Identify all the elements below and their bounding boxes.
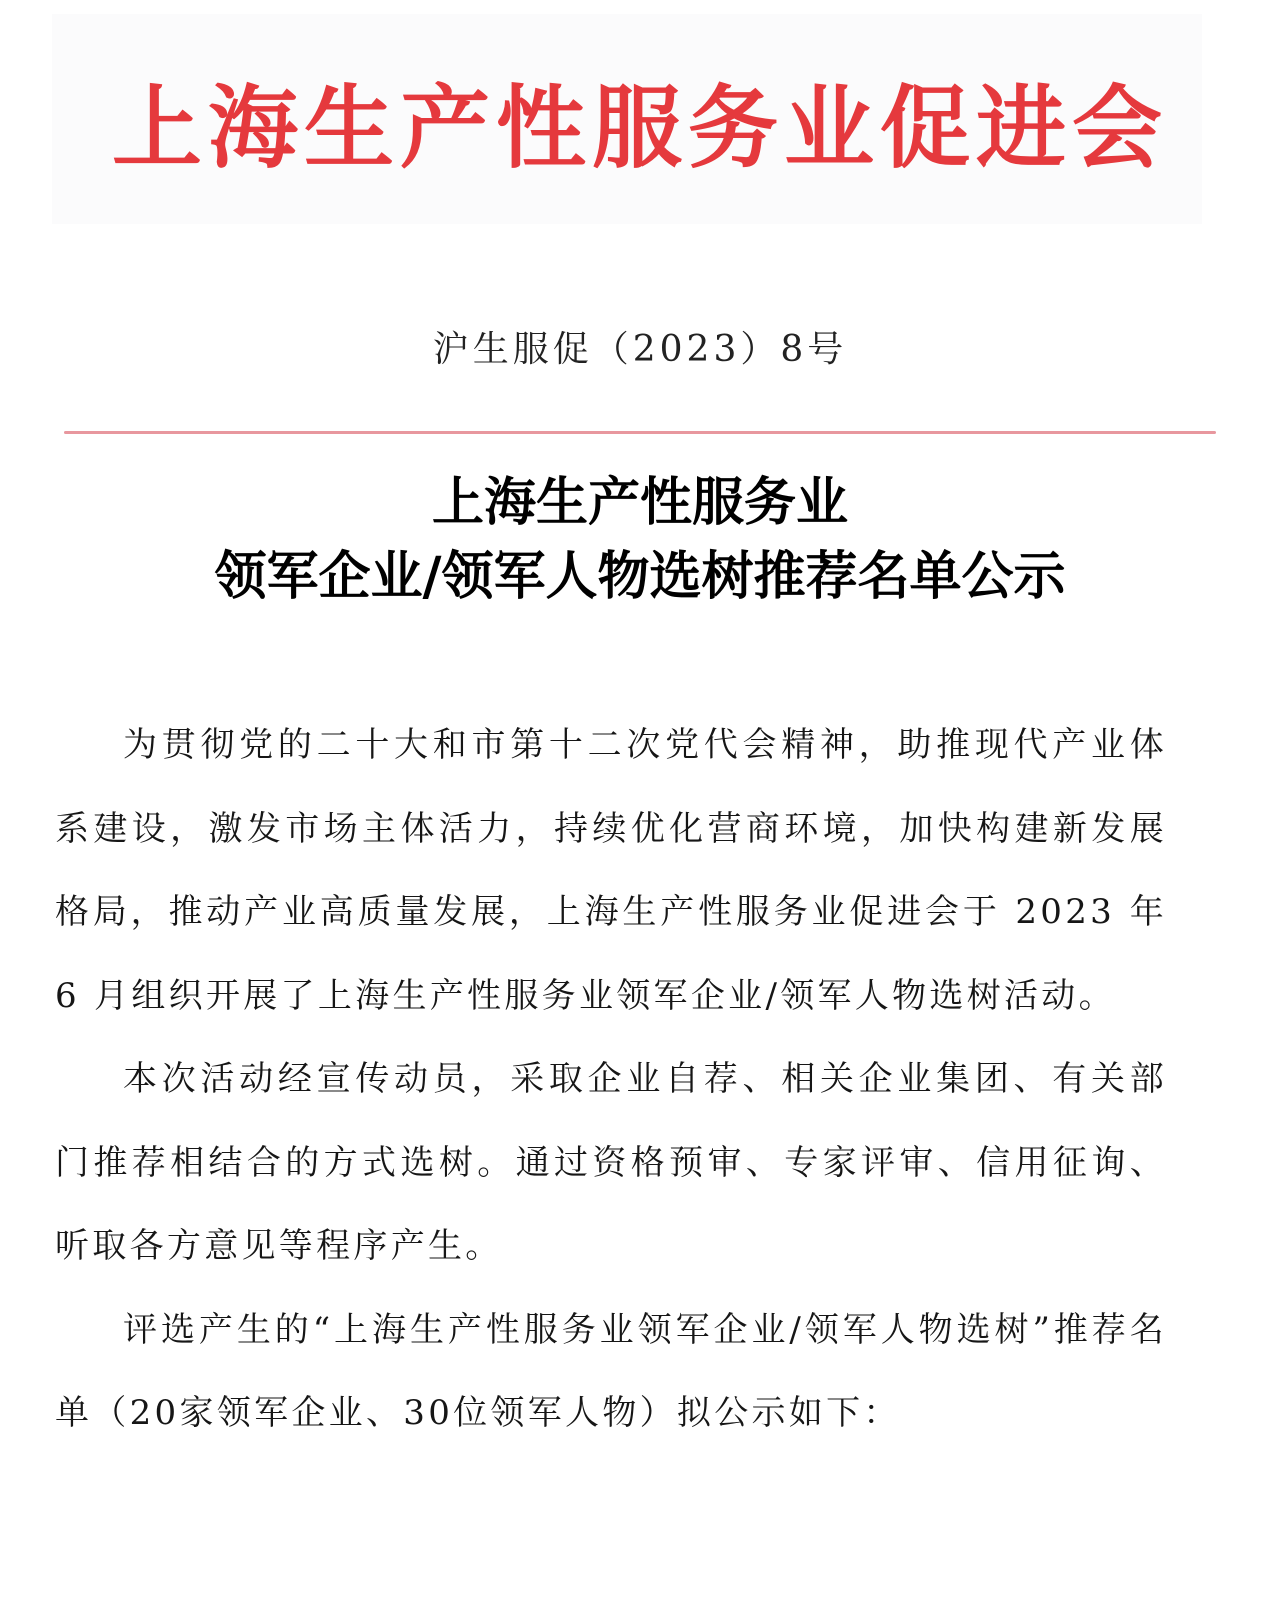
organization-letterhead: 上海生产性服务业促进会 xyxy=(112,75,1168,181)
document-number: 沪生服促（2023）8号 xyxy=(432,329,848,370)
letterhead-divider xyxy=(64,431,1216,434)
document-title xyxy=(0,466,1280,614)
body-paragraph-3: 评选产生的“上海生产性服务业领军企业/领军人物选树”推荐名单（20家领军企业、30位领军人物）拟公示如下： xyxy=(55,1309,1167,1433)
document-body xyxy=(55,704,1167,1456)
title-line-2: 领军企业/领军人物选树推荐名单公示 xyxy=(214,546,1066,607)
body-paragraph-1: 为贯彻党的二十大和市第十二次党代会精神，助推现代产业体系建设，激发市场主体活力，持续优化营商环境，加快构建新发展格局，推动产业高质量发展，上海生产性服务业促进会于 2023 年 6 月组织开展了上海生产性服务业领军企业/领军人物选树活动。 xyxy=(55,725,1167,1016)
title-line-1: 上海生产性服务业 xyxy=(431,472,848,533)
body-paragraph-2: 本次活动经宣传动员，采取企业自荐、相关企业集团、有关部门推荐相结合的方式选树。通过资格预审、专家评审、信用征询、听取各方意见等程序产生。 xyxy=(55,1059,1167,1266)
